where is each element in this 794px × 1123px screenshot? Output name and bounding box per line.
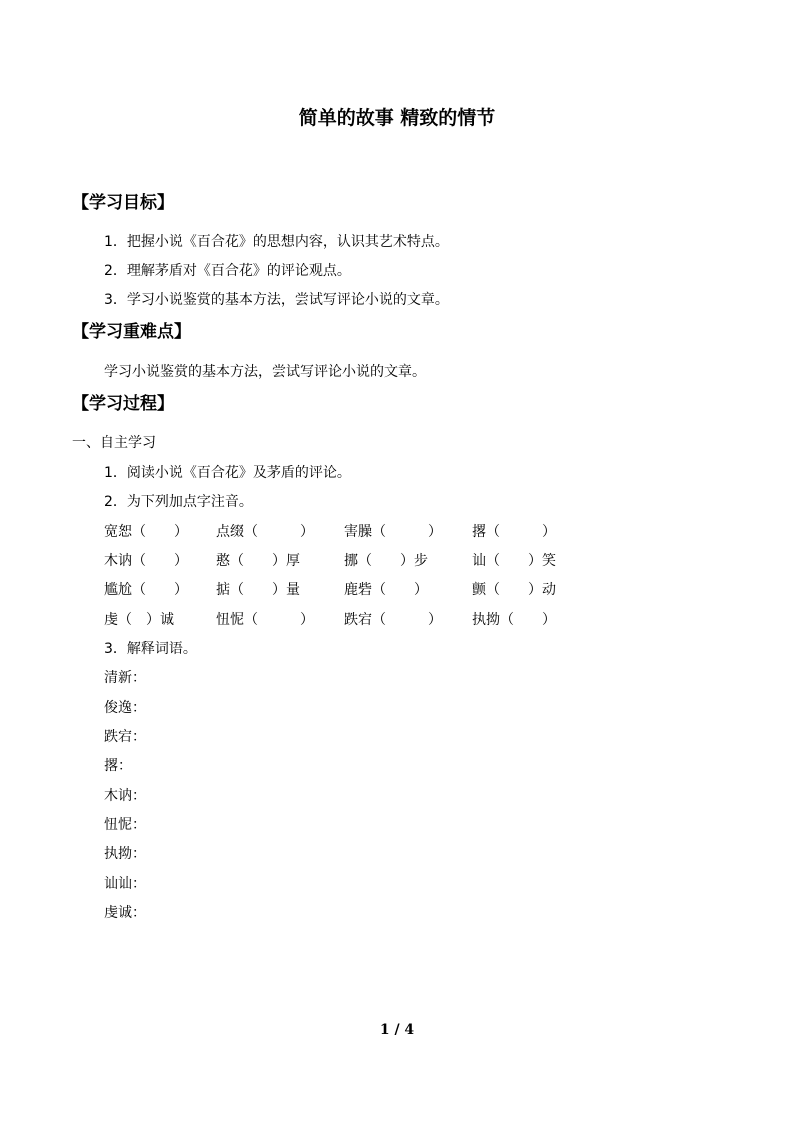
goal-item: 2．理解茅盾对《百合花》的评论观点。 <box>104 263 351 279</box>
pinyin-cell: 跌宕（ ） <box>344 612 442 628</box>
term-item: 清新： <box>104 670 146 686</box>
step-explain-terms: 3．解释词语。 <box>104 641 197 657</box>
pinyin-cell: 虔（ ）诚 <box>104 612 174 628</box>
page-number: 1 / 4 <box>379 1022 415 1038</box>
step-read: 1．阅读小说《百合花》及茅盾的评论。 <box>104 465 351 481</box>
pinyin-cell: 撂（ ） <box>472 524 556 540</box>
section-self-study-title: 一、自主学习 <box>72 435 156 451</box>
pinyin-cell: 点缀（ ） <box>216 524 314 540</box>
pinyin-cell: 木讷（ ） <box>104 553 188 569</box>
pinyin-cell: 掂（ ）量 <box>216 582 300 598</box>
page-title: 简单的故事 精致的情节 <box>298 107 496 129</box>
pinyin-cell: 宽恕（ ） <box>104 524 188 540</box>
step-pinyin: 2．为下列加点字注音。 <box>104 494 253 510</box>
term-item: 跌宕： <box>104 729 146 745</box>
term-item: 撂： <box>104 758 132 774</box>
heading-learning-process: 【学习过程】 <box>72 394 174 414</box>
pinyin-row <box>0 522 794 542</box>
pinyin-cell: 害臊（ ） <box>344 524 442 540</box>
pinyin-cell: 鹿砦（ ） <box>344 582 428 598</box>
pinyin-cell: 憨（ ）厚 <box>216 553 300 569</box>
term-item: 忸怩： <box>104 817 146 833</box>
goal-item: 3．学习小说鉴赏的基本方法，尝试写评论小说的文章。 <box>104 292 449 308</box>
goal-item: 1．把握小说《百合花》的思想内容，认识其艺术特点。 <box>104 234 449 250</box>
heading-key-points: 【学习重难点】 <box>72 322 191 342</box>
term-item: 虔诚： <box>104 905 146 921</box>
pinyin-cell: 挪（ ）步 <box>344 553 428 569</box>
pinyin-cell: 颤（ ）动 <box>472 582 556 598</box>
term-item: 俊逸： <box>104 700 146 716</box>
heading-learning-goals: 【学习目标】 <box>72 193 174 213</box>
pinyin-cell: 讪（ ）笑 <box>472 553 556 569</box>
term-item: 木讷： <box>104 788 146 804</box>
pinyin-cell: 执拗（ ） <box>472 612 556 628</box>
pinyin-row <box>0 551 794 571</box>
term-item: 执拗： <box>104 846 146 862</box>
key-points-text: 学习小说鉴赏的基本方法，尝试写评论小说的文章。 <box>104 364 426 380</box>
pinyin-cell: 忸怩（ ） <box>216 612 314 628</box>
pinyin-row <box>0 610 794 630</box>
term-item: 讪讪： <box>104 876 146 892</box>
pinyin-cell: 尴尬（ ） <box>104 582 188 598</box>
pinyin-row <box>0 580 794 600</box>
